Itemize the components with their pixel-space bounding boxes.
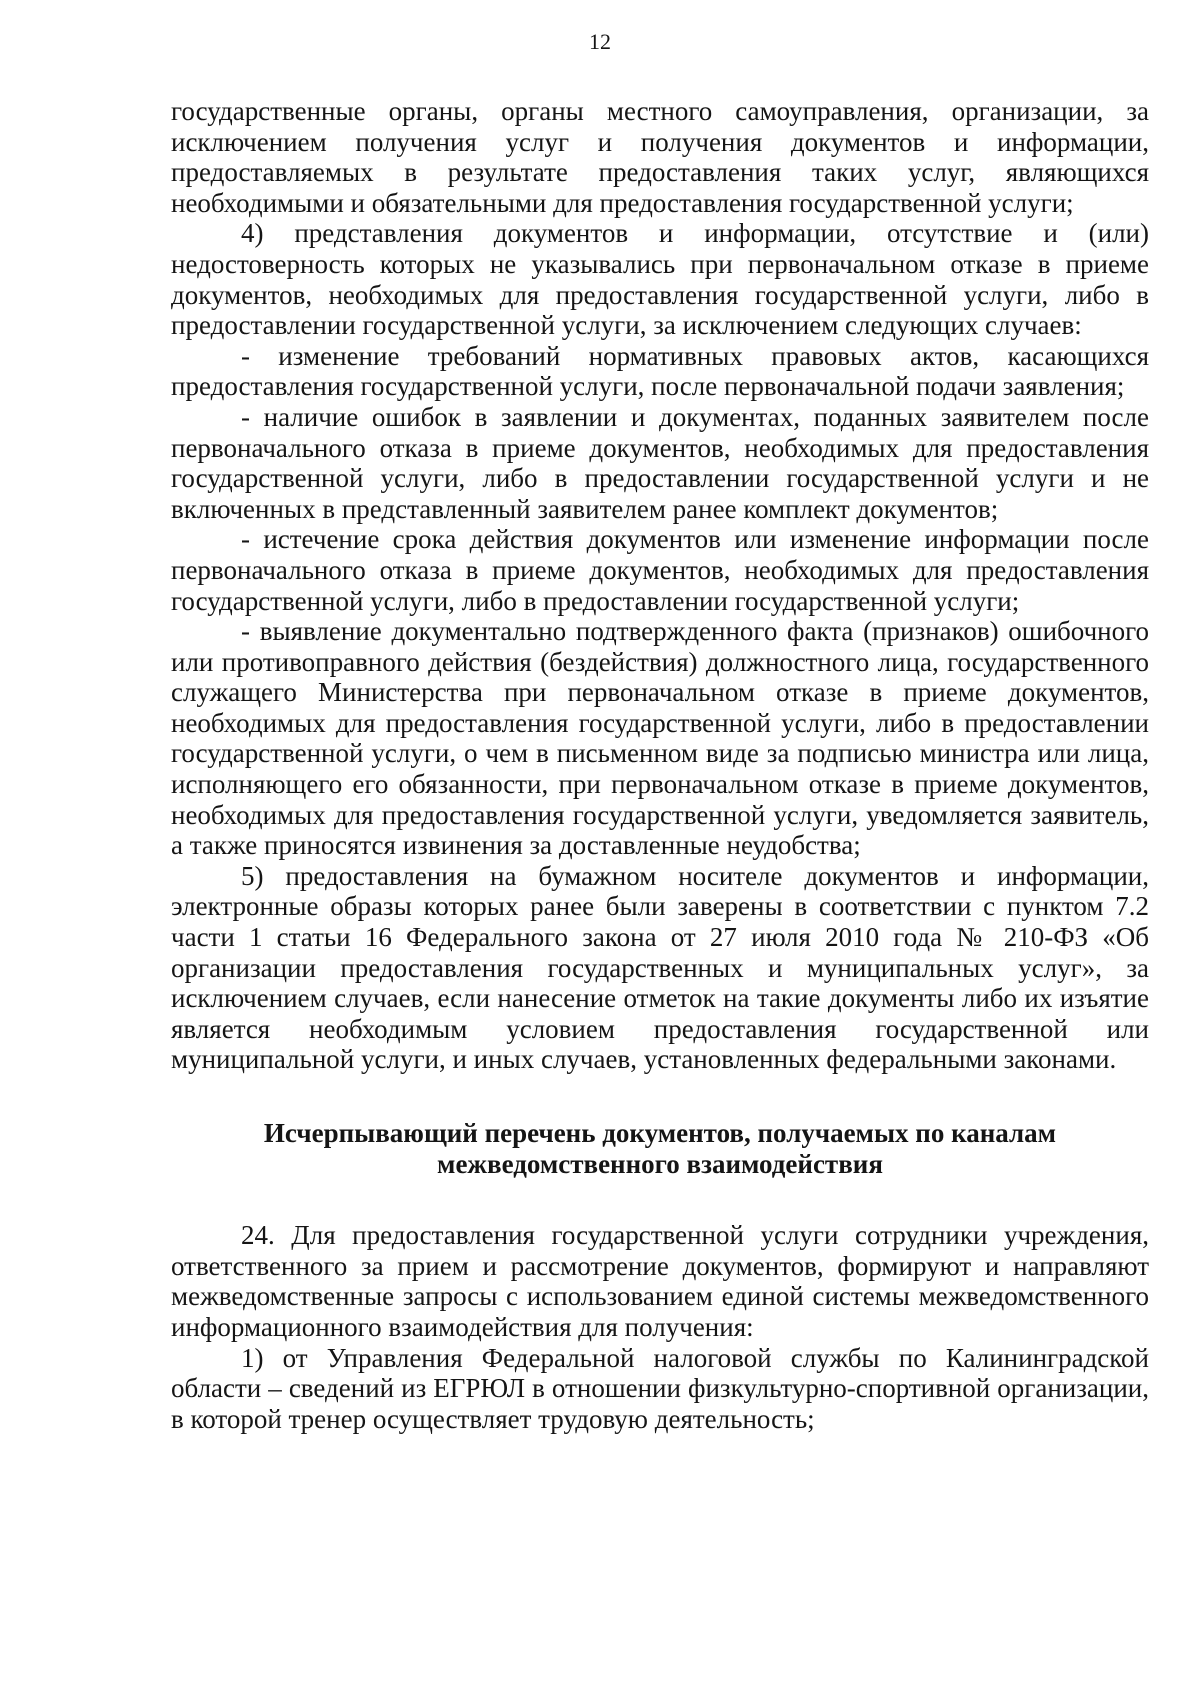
- page-number: 12: [589, 29, 611, 54]
- document-body: [171, 96, 1149, 1434]
- paragraph-case-requirements-change: - изменение требований нормативных правовых актов, касающихся предоставления государственной услуги, после первоначальной подачи заявления;: [171, 340, 1149, 402]
- section-heading: [171, 1118, 1149, 1179]
- paragraph-24: 24. Для предоставления государственной услуги сотрудники учреждения, ответственного за прием и рассмотрение документов, формируют и направляют межведомственные запросы с использованием единой системы межведомственного информационного взаимодействия для получения:: [171, 1220, 1149, 1342]
- paragraph-item-4: 4) представления документов и информации, отсутствие и (или) недостоверность которых не указывались при первоначальном отказе в приеме документов, необходимых для предоставления государственной услуги, либо в предоставлении государственной услуги, за исключением следующих случаев:: [171, 218, 1149, 341]
- paragraph-24-item-1: 1) от Управления Федеральной налоговой службы по Калининградской области – сведений из ЕГРЮЛ в отношении физкультурно-спортивной организации, в которой тренер осуществляет трудовую деятельность;: [171, 1342, 1149, 1434]
- section-heading-line-2: межведомственного взаимодействия: [437, 1148, 883, 1179]
- paragraph-continuation: государственные органы, органы местного самоуправления, организации, за исключением получения услуг и получения документов и информации, предоставляемых в результате предоставления таких услуг, являющихся необходимыми и обязательными для предоставления государственной услуги;: [171, 96, 1149, 218]
- paragraph-case-wrongful-action: - выявление документально подтвержденного факта (признаков) ошибочного или противоправного действия (бездействия) должностного лица, государственного служащего Министерства при первоначальном отказе в приеме документов, необходимых для предоставления государственной услуги, либо в предоставлении государственной услуги, о чем в письменном виде за подписью министра или лица, исполняющего его обязанности, при первоначальном отказе в приеме документов, необходимых для предоставления государственной услуги, уведомляется заявитель, а также приносятся извинения за доставленные неудобства;: [171, 616, 1149, 861]
- paragraph-case-errors: - наличие ошибок в заявлении и документах, поданных заявителем после первоначального отказа в приеме документов, необходимых для предоставления государственной услуги, либо в предоставлении государственной услуги и не включенных в представленный заявителем ранее комплект документов;: [171, 401, 1149, 524]
- paragraph-item-5: 5) предоставления на бумажном носителе документов и информации, электронные образы которых ранее были заверены в соответствии с пунктом 7.2 части 1 статьи 16 Федерального закона от 27 июля 2010 года № 210-ФЗ «Об организации предоставления государственных и муниципальных услуг», за исключением случаев, если нанесение отметок на такие документы либо их изъятие является необходимым условием предоставления государственной или муниципальной услуги, и иных случаев, установленных федеральными законами.: [171, 860, 1149, 1075]
- section-heading-line-1: Исчерпывающий перечень документов, получаемых по каналам: [263, 1118, 1057, 1148]
- paragraph-case-expiry: - истечение срока действия документов или изменение информации после первоначального отказа в приеме документов, необходимых для предоставления государственной услуги, либо в предоставлении государственной услуги;: [171, 524, 1149, 616]
